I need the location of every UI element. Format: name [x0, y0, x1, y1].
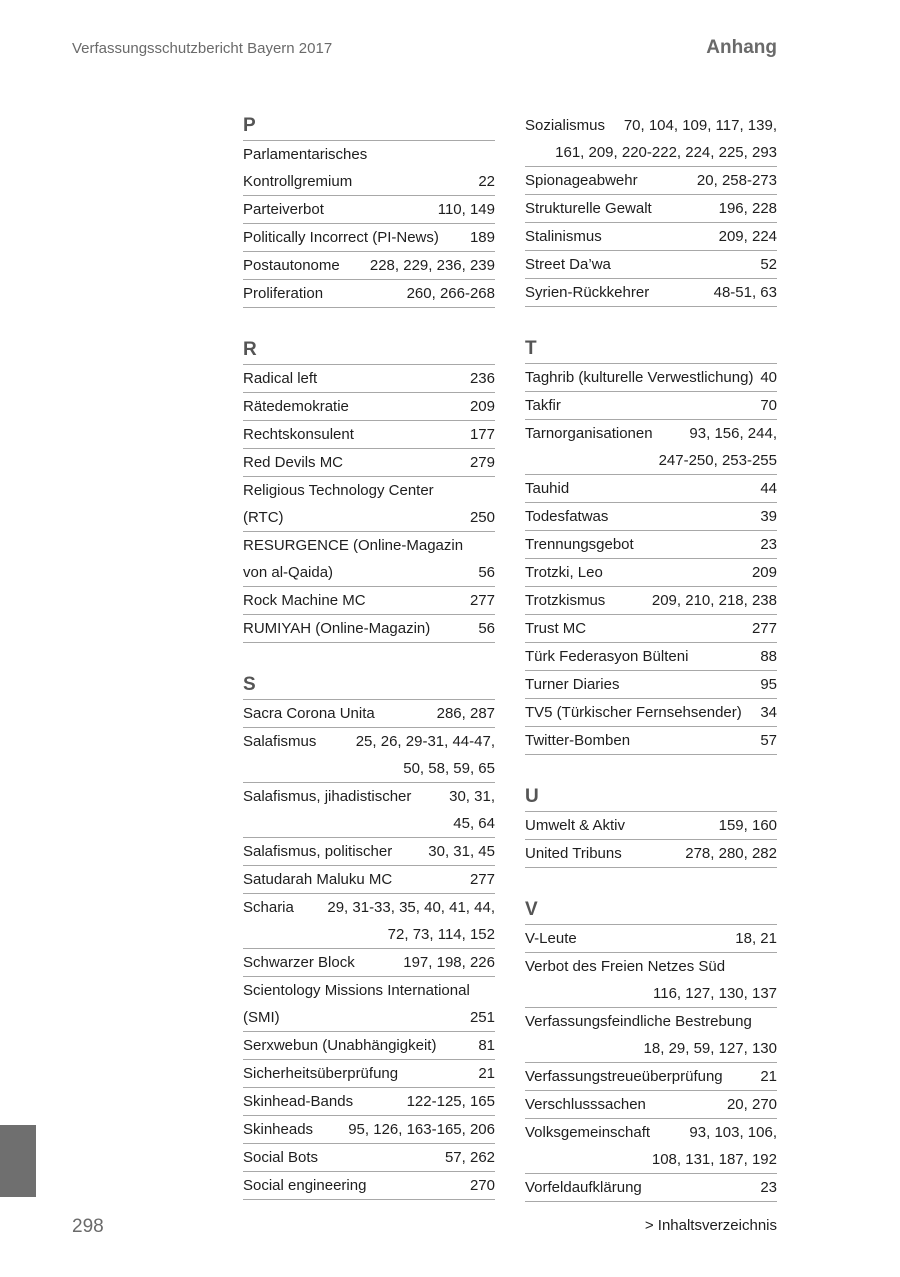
entry-term: Schwarzer Block — [243, 954, 355, 971]
entry-term: Rock Machine MC — [243, 592, 366, 609]
entry-term: Scharia — [243, 899, 294, 916]
index-entry — [525, 279, 777, 307]
entry-term: Skinheads — [243, 1121, 314, 1138]
entry-pages: 286, 287 — [436, 705, 495, 722]
entry-line — [243, 1144, 495, 1171]
entry-term: Rechtskonsulent — [243, 426, 354, 443]
index-entry — [243, 1144, 495, 1172]
entry-line — [525, 503, 777, 530]
index-entry — [243, 532, 495, 587]
entry-pages: 34 — [760, 704, 777, 721]
entry-pages: 57, 262 — [444, 1149, 495, 1166]
entry-pages: 279 — [469, 454, 495, 471]
entry-pages: 116, 127, 130, 137 — [653, 985, 777, 1002]
index-section — [525, 335, 777, 755]
index-section — [243, 336, 495, 643]
index-entry — [243, 894, 495, 949]
index-entry — [525, 531, 777, 559]
entry-term: Verbot des Freien Netzes Süd — [525, 958, 726, 975]
entry-line — [525, 420, 777, 447]
section-letter: V — [525, 896, 777, 925]
entry-pages: 50, 58, 59, 65 — [403, 760, 495, 777]
index-column-right — [525, 112, 777, 1230]
index-entry — [525, 840, 777, 868]
entry-line — [243, 866, 495, 893]
entry-pages: 161, 209, 220-222, 224, 225, 293 — [555, 144, 777, 161]
entry-term: Twitter-Bomben — [525, 732, 631, 749]
table-of-contents-link[interactable]: > Inhaltsverzeichnis — [644, 1217, 777, 1234]
entry-pages: 70, 104, 109, 117, 139, — [623, 117, 777, 134]
entry-pages: 25, 26, 29-31, 44-47, — [355, 733, 495, 750]
entry-term: Trotzki, Leo — [525, 564, 603, 581]
entry-term: Volksgemeinschaft — [525, 1124, 651, 1141]
entry-line — [525, 812, 777, 839]
entry-line — [243, 365, 495, 392]
entry-line — [243, 1088, 495, 1115]
entry-line — [243, 894, 495, 921]
entry-term: Umwelt & Aktiv — [525, 817, 626, 834]
entry-term: Social engineering — [243, 1177, 367, 1194]
index-entry — [243, 1116, 495, 1144]
index-entry — [525, 727, 777, 755]
entry-line — [243, 1172, 495, 1199]
index-entry — [525, 615, 777, 643]
index-section — [243, 112, 495, 308]
entry-pages: 260, 266-268 — [406, 285, 495, 302]
entry-line — [243, 280, 495, 307]
index-entry — [243, 949, 495, 977]
entry-term: Trust MC — [525, 620, 587, 637]
entry-pages: 44 — [760, 480, 777, 497]
index-entry — [243, 838, 495, 866]
entry-term: Spionageabwehr — [525, 172, 638, 189]
entry-term: RUMIYAH (Online-Magazin) — [243, 620, 431, 637]
running-header-title: Verfassungsschutzbericht Bayern 2017 — [72, 40, 333, 57]
entry-line — [243, 728, 495, 755]
index-entry — [243, 141, 495, 196]
entry-term: Tauhid — [525, 480, 570, 497]
section-letter: P — [243, 112, 495, 141]
entry-line — [525, 671, 777, 698]
entry-line — [243, 224, 495, 251]
entry-pages: 45, 64 — [453, 815, 495, 832]
entry-term: Parlamentarisches — [243, 146, 368, 163]
entry-line — [525, 1174, 777, 1201]
section-letter: S — [243, 671, 495, 700]
index-entry — [243, 866, 495, 894]
index-entry — [243, 252, 495, 280]
entry-pages: 209, 224 — [718, 228, 777, 245]
index-entry — [525, 1008, 777, 1063]
entry-line — [525, 699, 777, 726]
entry-line — [525, 251, 777, 278]
entry-line — [243, 838, 495, 865]
entry-pages: 209 — [751, 564, 777, 581]
entry-pages: 29, 31-33, 35, 40, 41, 44, — [327, 899, 495, 916]
index-entry — [525, 671, 777, 699]
entry-pages: 56 — [478, 620, 495, 637]
entry-line — [525, 840, 777, 867]
entry-term: Satudarah Maluku MC — [243, 871, 393, 888]
entry-line — [243, 477, 495, 504]
index-entry — [525, 420, 777, 475]
entry-term: Parteiverbot — [243, 201, 324, 218]
entry-line — [243, 504, 495, 531]
index-entry — [525, 559, 777, 587]
entry-term: Social Bots — [243, 1149, 319, 1166]
entry-line — [525, 139, 777, 166]
entry-line — [525, 925, 777, 952]
entry-term: (SMI) — [243, 1009, 280, 1026]
entry-term: Sicherheitsüberprüfung — [243, 1065, 399, 1082]
entry-pages: 250 — [469, 509, 495, 526]
index-entry — [243, 1172, 495, 1200]
entry-term: Politically Incorrect (PI-News) — [243, 229, 439, 246]
entry-term: Turner Diaries — [525, 676, 620, 693]
entry-pages: 70 — [760, 397, 777, 414]
entry-pages: 277 — [751, 620, 777, 637]
entry-line — [525, 364, 777, 391]
entry-line — [525, 1119, 777, 1146]
index-entry — [243, 728, 495, 783]
entry-line — [243, 559, 495, 586]
index-entry — [525, 223, 777, 251]
entry-pages: 81 — [478, 1037, 495, 1054]
index-entry — [243, 700, 495, 728]
index-entry — [243, 615, 495, 643]
entry-term: Verschlusssachen — [525, 1096, 646, 1113]
entry-term: Türk Federasyon Bülteni — [525, 648, 689, 665]
entry-pages: 236 — [469, 370, 495, 387]
entry-pages: 18, 29, 59, 127, 130 — [643, 1040, 777, 1057]
entry-line — [525, 953, 777, 980]
entry-term: TV5 (Türkischer Fernsehsender) — [525, 704, 742, 721]
index-entry — [525, 953, 777, 1008]
index-entry — [243, 477, 495, 532]
entry-line — [525, 392, 777, 419]
index-entry — [525, 1091, 777, 1119]
index-section — [243, 671, 495, 1200]
entry-pages: 93, 103, 106, — [689, 1124, 777, 1141]
entry-pages: 110, 149 — [437, 201, 495, 218]
entry-term: Kontrollgremium — [243, 173, 353, 190]
index-entry — [525, 699, 777, 727]
entry-term: Religious Technology Center — [243, 482, 434, 499]
entry-line — [243, 977, 495, 1004]
entry-term: Verfassungstreueüberprüfung — [525, 1068, 723, 1085]
entry-term: Rätedemokratie — [243, 398, 349, 415]
index-entry — [243, 1088, 495, 1116]
entry-pages: 189 — [469, 229, 495, 246]
entry-pages: 57 — [760, 732, 777, 749]
section-letter: R — [243, 336, 495, 365]
entry-term: Salafismus — [243, 733, 317, 750]
entry-term: Radical left — [243, 370, 318, 387]
page-number: 298 — [72, 1216, 104, 1237]
index-entry — [243, 421, 495, 449]
entry-pages: 93, 156, 244, — [689, 425, 777, 442]
entry-line — [525, 727, 777, 754]
entry-line — [525, 643, 777, 670]
entry-pages: 23 — [760, 536, 777, 553]
entry-line — [243, 141, 495, 168]
index-entry — [525, 112, 777, 167]
entry-line — [243, 921, 495, 948]
entry-pages: 247-250, 253-255 — [658, 452, 777, 469]
entry-pages: 22 — [478, 173, 495, 190]
index-entry — [243, 1060, 495, 1088]
entry-pages: 95 — [760, 676, 777, 693]
index-entry — [525, 587, 777, 615]
running-header-section: Anhang — [706, 37, 777, 58]
entry-term: Trennungsgebot — [525, 536, 634, 553]
entry-pages: 18, 21 — [735, 930, 777, 947]
entry-line — [243, 196, 495, 223]
index-entry — [525, 364, 777, 392]
entry-pages: 197, 198, 226 — [403, 954, 495, 971]
entry-pages: 209 — [469, 398, 495, 415]
entry-line — [243, 700, 495, 727]
entry-term: Trotzkismus — [525, 592, 606, 609]
entry-term: Proliferation — [243, 285, 324, 302]
entry-pages: 39 — [760, 508, 777, 525]
index-entry — [243, 224, 495, 252]
entry-line — [525, 980, 777, 1007]
entry-pages: 21 — [478, 1065, 495, 1082]
entry-term: Tarnorganisationen — [525, 425, 653, 442]
entry-term: Todesfatwas — [525, 508, 609, 525]
index-entry — [243, 280, 495, 308]
entry-pages: 277 — [469, 592, 495, 609]
entry-line — [525, 559, 777, 586]
entry-pages: 20, 258-273 — [696, 172, 777, 189]
entry-term: Salafismus, jihadistischer — [243, 788, 412, 805]
index-entry — [243, 977, 495, 1032]
index-entry — [243, 365, 495, 393]
index-entry — [525, 1174, 777, 1202]
entry-term: Salafismus, politischer — [243, 843, 393, 860]
entry-line — [243, 168, 495, 195]
index-entry — [525, 1119, 777, 1174]
entry-pages: 30, 31, 45 — [428, 843, 495, 860]
entry-term: Strukturelle Gewalt — [525, 200, 652, 217]
entry-pages: 177 — [469, 426, 495, 443]
entry-pages: 270 — [469, 1177, 495, 1194]
entry-pages: 88 — [760, 648, 777, 665]
entry-pages: 251 — [469, 1009, 495, 1026]
index-entry — [243, 587, 495, 615]
entry-line — [525, 195, 777, 222]
entry-pages: 23 — [760, 1179, 777, 1196]
entry-term: RESURGENCE (Online-Magazin — [243, 537, 464, 554]
entry-line — [525, 1146, 777, 1173]
index-section — [525, 783, 777, 868]
entry-term: Vorfeldaufklärung — [525, 1179, 642, 1196]
entry-term: Taghrib (kulturelle Verwestlichung) — [525, 369, 754, 386]
entry-line — [243, 1060, 495, 1087]
entry-term: Skinhead-Bands — [243, 1093, 354, 1110]
index-entry — [243, 196, 495, 224]
index-entry — [525, 167, 777, 195]
entry-pages: 95, 126, 163-165, 206 — [348, 1121, 495, 1138]
entry-pages: 21 — [760, 1068, 777, 1085]
entry-line — [243, 615, 495, 642]
entry-line — [525, 1008, 777, 1035]
entry-term: Street Da’wa — [525, 256, 611, 273]
entry-term: Postautonome — [243, 257, 340, 274]
entry-pages: 52 — [760, 256, 777, 273]
entry-line — [243, 449, 495, 476]
entry-term: Verfassungsfeindliche Bestrebung — [525, 1013, 752, 1030]
index-entry — [525, 812, 777, 840]
index-entry — [525, 392, 777, 420]
index-entry — [525, 503, 777, 531]
entry-line — [525, 167, 777, 194]
entry-line — [525, 531, 777, 558]
entry-line — [525, 223, 777, 250]
entry-pages: 56 — [478, 564, 495, 581]
section-letter: T — [525, 335, 777, 364]
entry-pages: 48-51, 63 — [713, 284, 777, 301]
entry-line — [525, 1063, 777, 1090]
index-section — [525, 896, 777, 1202]
entry-line — [525, 1091, 777, 1118]
entry-pages: 30, 31, — [449, 788, 495, 805]
index-entry — [243, 393, 495, 421]
entry-term: V-Leute — [525, 930, 577, 947]
entry-line — [525, 279, 777, 306]
index-entry — [525, 195, 777, 223]
entry-pages: 122-125, 165 — [406, 1093, 495, 1110]
entry-line — [243, 587, 495, 614]
entry-pages: 228, 229, 236, 239 — [369, 257, 495, 274]
index-entry — [525, 1063, 777, 1091]
entry-term: Stalinismus — [525, 228, 602, 245]
entry-pages: 277 — [469, 871, 495, 888]
entry-line — [243, 755, 495, 782]
entry-pages: 20, 270 — [726, 1096, 777, 1113]
entry-term: Serxwebun (Unabhängigkeit) — [243, 1037, 437, 1054]
entry-line — [243, 252, 495, 279]
index-section — [525, 112, 777, 307]
index-entry — [525, 925, 777, 953]
index-entry — [525, 643, 777, 671]
index-entry — [525, 475, 777, 503]
entry-line — [243, 393, 495, 420]
entry-pages: 108, 131, 187, 192 — [651, 1151, 777, 1168]
chapter-tab-marker — [0, 1125, 36, 1197]
entry-line — [525, 615, 777, 642]
entry-line — [243, 1116, 495, 1143]
index-column-left — [243, 112, 495, 1228]
entry-line — [243, 810, 495, 837]
entry-term: United Tribuns — [525, 845, 622, 862]
entry-pages: 196, 228 — [718, 200, 777, 217]
entry-term: Syrien-Rückkehrer — [525, 284, 650, 301]
section-letter: U — [525, 783, 777, 812]
entry-line — [243, 949, 495, 976]
entry-term: Red Devils MC — [243, 454, 344, 471]
entry-pages: 72, 73, 114, 152 — [387, 926, 495, 943]
entry-term: von al-Qaida) — [243, 564, 334, 581]
entry-pages: 278, 280, 282 — [685, 845, 777, 862]
entry-pages: 40 — [760, 369, 777, 386]
entry-line — [525, 587, 777, 614]
entry-term: Sozialismus — [525, 117, 606, 134]
entry-line — [243, 532, 495, 559]
entry-line — [243, 783, 495, 810]
index-entry — [243, 783, 495, 838]
entry-pages: 209, 210, 218, 238 — [651, 592, 777, 609]
entry-term: Sacra Corona Unita — [243, 705, 375, 722]
entry-pages: 159, 160 — [718, 817, 777, 834]
index-entry — [243, 449, 495, 477]
index-entry — [243, 1032, 495, 1060]
entry-line — [525, 475, 777, 502]
index-entry — [525, 251, 777, 279]
entry-term: Takfir — [525, 397, 561, 414]
entry-line — [525, 1035, 777, 1062]
entry-line — [525, 112, 777, 139]
entry-line — [243, 1004, 495, 1031]
entry-term: Scientology Missions International — [243, 982, 470, 999]
entry-line — [243, 1032, 495, 1059]
entry-line — [525, 447, 777, 474]
entry-term: (RTC) — [243, 509, 284, 526]
entry-line — [243, 421, 495, 448]
